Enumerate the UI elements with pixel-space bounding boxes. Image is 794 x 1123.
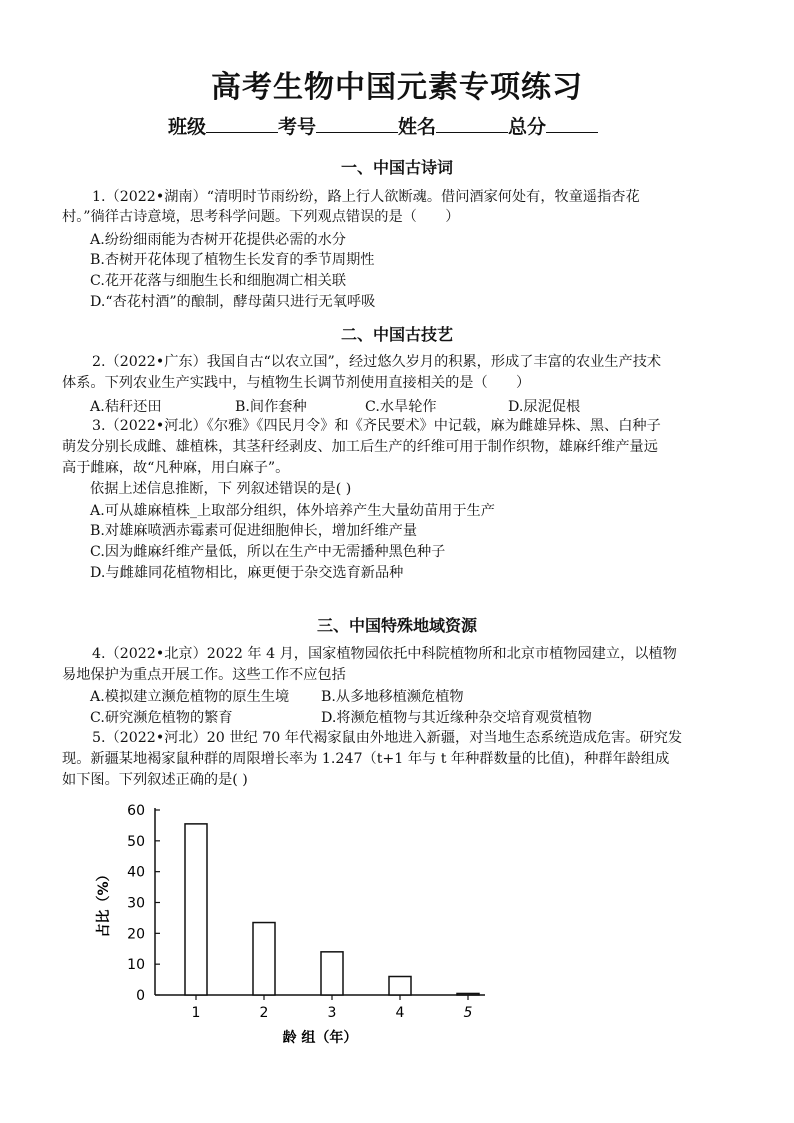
bar-age-4 — [389, 977, 411, 996]
q4-option-b: B.从多地移植濒危植物 — [321, 689, 464, 705]
q2-option-c: C.水旱轮作 — [365, 399, 437, 415]
exam-no-label: 考号 — [278, 116, 317, 138]
y-tick-label: 10 — [127, 957, 145, 974]
y-tick-label: 30 — [127, 895, 145, 912]
bar-age-3 — [321, 952, 343, 995]
x-tick-label: 1 — [191, 1005, 201, 1021]
section-heading-3: 三、中国特殊地域资源 — [316, 616, 477, 635]
y-tick-label: 50 — [127, 833, 145, 850]
bar-age-1 — [185, 824, 207, 995]
q3-stem-line2: 萌发分别长成雌、雄植株，其茎秆经剥皮、加工后生产的纤维可用于制作织物，雄麻纤维产量远 — [62, 439, 658, 455]
q4-stem-line2: 易地保护为重点开展工作。这些工作不应包括 — [62, 667, 346, 683]
q4-option-c: C.研究濒危植物的繁育 — [90, 710, 233, 726]
q3-stem-line4: 依据上述信息推断，下 列叙述错误的是( ) — [90, 481, 352, 497]
section-heading-1: 一、中国古诗词 — [340, 158, 453, 177]
y-tick-label: 60 — [127, 803, 145, 819]
exam-no-blank[interactable] — [316, 114, 398, 133]
student-info-line — [168, 112, 598, 139]
q3-option-c: C.因为雌麻纤维产量低，所以在生产中无需播种黑色种子 — [90, 544, 446, 560]
q4-stem-line1: 4.（2022•北京）2022 年 4 月，国家植物园依托中科院植物所和北京市植物园建立，以植物 — [92, 646, 677, 662]
q5-stem-line3: 如下图。下列叙述正确的是( ) — [62, 772, 248, 788]
section-heading-2: 二、中国古技艺 — [340, 325, 453, 344]
q1-stem-line2: 村。”徜徉古诗意境，思考科学问题。下列观点错误的是（ ） — [62, 209, 460, 225]
q1-option-c: C.花开花落与细胞生长和细胞凋亡相关联 — [90, 273, 347, 289]
bar-age-5 — [457, 993, 479, 995]
q3-stem-line3: 高于雌麻，故“凡种麻，用白麻子”。 — [62, 460, 290, 476]
class-label: 班级 — [168, 116, 207, 138]
x-tick-label: 4 — [395, 1005, 405, 1021]
q3-option-d: D.与雌雄同花植物相比，麻更便于杂交选育新品种 — [90, 565, 404, 581]
y-tick-label: 0 — [136, 988, 145, 1004]
name-blank[interactable] — [436, 114, 508, 133]
q2-stem-line2: 体系。下列农业生产实践中，与植物生长调节剂使用直接相关的是（ ） — [62, 375, 531, 391]
q2-stem-line1: 2.（2022•广东）我国自古“以农立国”，经过悠久岁月的积累，形成了丰富的农业生产技术 — [92, 354, 662, 370]
y-axis-title: 占比（%） — [96, 867, 112, 938]
q5-stem-line2: 现。新疆某地褐家鼠种群的周限增长率为 1.247（t+1 年与 t 年种群数量的比值)，种群年龄组成 — [62, 751, 670, 767]
x-tick-label: 5 — [463, 1005, 473, 1021]
x-tick-label: 3 — [327, 1005, 337, 1021]
q2-option-a: A.秸秆还田 — [90, 399, 162, 415]
x-axis-title: 龄 组（年） — [282, 1030, 358, 1046]
q3-stem-line1: 3.（2022•河北）《尔雅》《四民月令》和《齐民要术》中记载，麻为雌雄异株、黑、白种子 — [92, 418, 661, 434]
x-tick-label: 2 — [259, 1005, 269, 1021]
q5-stem-line1: 5.（2022•河北）20 世纪 70 年代褐家鼠由外地进入新疆，对当地生态系统造成危害。研究发 — [92, 730, 683, 746]
q1-option-a: A.纷纷细雨能为杏树开花提供必需的水分 — [90, 232, 346, 248]
class-blank[interactable] — [206, 114, 278, 133]
q3-option-b: B.对雄麻喷洒赤霉素可促进细胞伸长，增加纤维产量 — [90, 523, 418, 539]
age-structure-bar-chart — [90, 795, 510, 1060]
bar-age-2 — [253, 923, 275, 995]
y-tick-label: 20 — [127, 926, 145, 943]
y-tick-label: 40 — [127, 864, 145, 881]
score-blank[interactable] — [546, 114, 598, 133]
q2-option-b: B.间作套种 — [235, 399, 307, 415]
score-label: 总分 — [508, 116, 547, 138]
q2-option-d: D.尿泥促根 — [508, 399, 581, 415]
q1-option-b: B.杏树开花体现了植物生长发育的季节周期性 — [90, 252, 375, 268]
q4-option-d: D.将濒危植物与其近缘种杂交培育观赏植物 — [321, 710, 592, 726]
name-label: 姓名 — [398, 116, 437, 138]
q4-option-a: A.模拟建立濒危植物的原生生境 — [90, 689, 290, 705]
q1-stem-line1: 1.（2022•湖南）“清明时节雨纷纷，路上行人欲断魂。借问酒家何处有，牧童遥指杏花 — [92, 189, 640, 205]
q3-option-a: A.可从雄麻植株_上取部分组织，体外培养产生大量幼苗用于生产 — [90, 503, 495, 519]
q1-option-d: D.“杏花村酒”的酿制，酵母菌只进行无氧呼吸 — [90, 294, 376, 310]
page-title: 高考生物中国元素专项练习 — [211, 70, 583, 105]
